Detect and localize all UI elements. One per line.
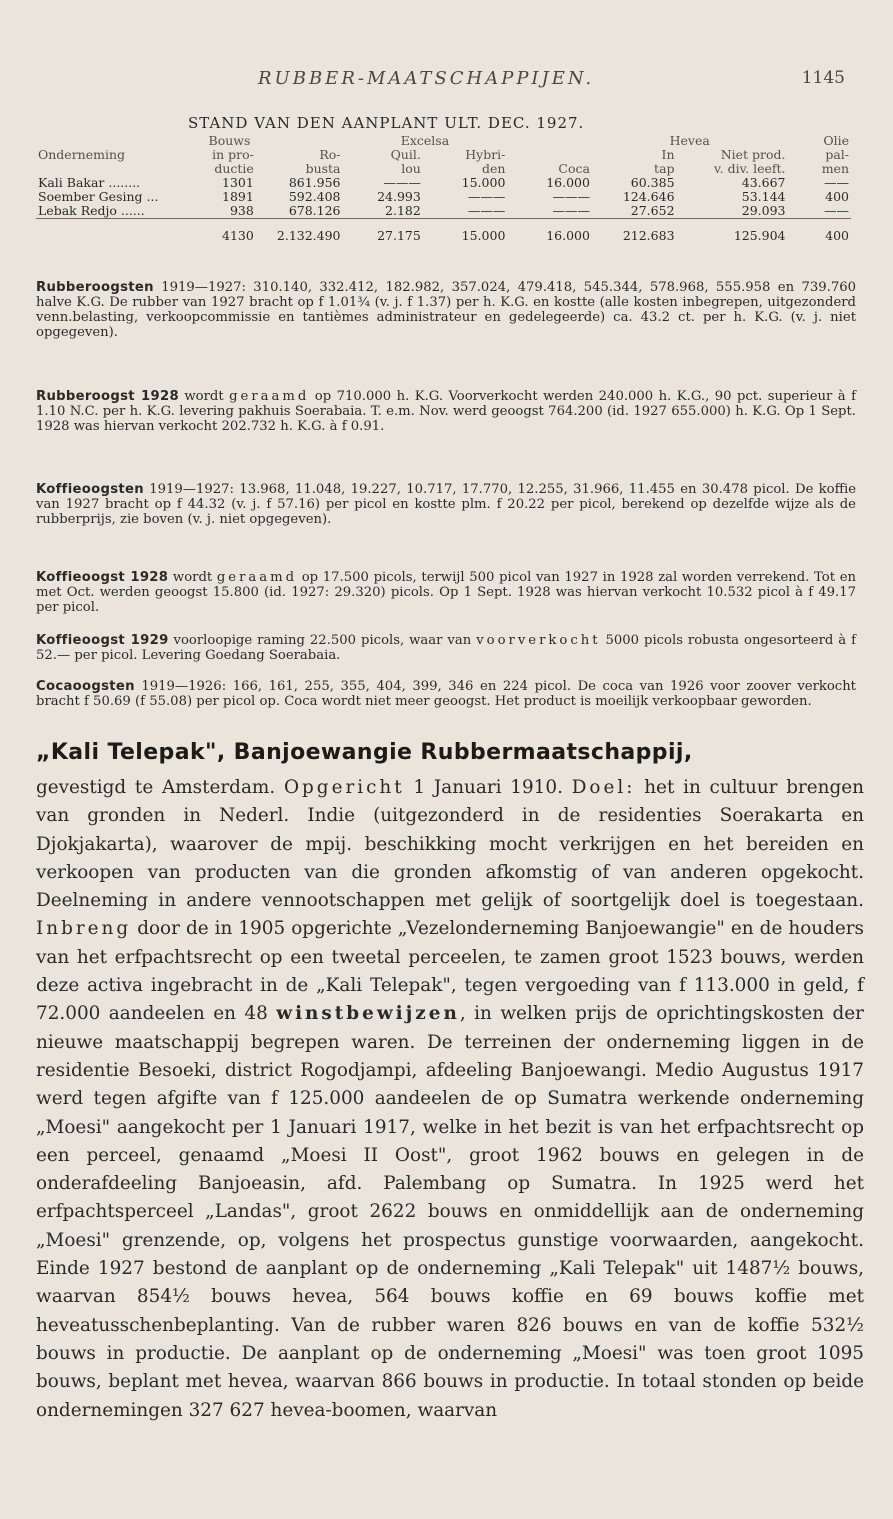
paragraph-lead: Rubberoogsten xyxy=(36,280,154,295)
paragraph-coffee-harvests xyxy=(36,482,856,527)
table-cell: 16.000 xyxy=(507,219,592,244)
spaced-word: geraamd xyxy=(229,389,310,404)
page-header xyxy=(0,66,893,96)
paragraph-lead: Koffieoogst 1928 xyxy=(36,570,169,585)
spaced-word: winstbewijzen xyxy=(276,1003,460,1025)
column-header: Ro- xyxy=(319,147,341,162)
table-cell: Kali Bakar ........ xyxy=(38,175,141,190)
paragraph-text: 1919—1927: 13.968, 11.048, 19.227, 10.717, 17.770, 12.255, 31.966, 11.455 en 30.478 picol. De koffie van 1927 bracht op f 44.32 (v. j. f 57.16) per picol en kostte plm. f 20.22 per picol, berekend op dezelfde wijze als de rubberprijs, zie boven (v. j. niet opgegeven). xyxy=(36,482,856,527)
table-cell: ——— xyxy=(383,175,421,190)
table-cell: —— xyxy=(824,175,849,190)
table-cell: 678.126 xyxy=(288,203,341,218)
table-cell: ——— xyxy=(552,189,590,204)
table-cell: 592.408 xyxy=(288,189,341,204)
table-cell: 15.000 xyxy=(423,219,508,244)
paragraph-text: op 17.500 picols, terwijl 500 picol van 1927 in 1928 zal worden verrekend. Tot en met Oct. werden geoogst 15.800 (id. 1927: 29.320) picols. Op 1 Sept. 1928 was hiervan verkocht 10.532 picol à f 49.17 per picol. xyxy=(36,570,857,615)
table-cell: 15.000 xyxy=(461,175,506,190)
table-cell: 1301 xyxy=(222,175,254,190)
paragraph-text: voorloopige raming 22.500 picols, waar van xyxy=(168,633,477,648)
group-header-olie: Olie xyxy=(823,133,849,148)
column-header xyxy=(507,148,592,162)
table-cell: 400 xyxy=(825,189,849,204)
body-text: het in cultuur brengen van gronden in Nederl. Indie (uitgezonderd in de residenties Soerakarta en Djokjakarta), waarover de mpij. beschikking mocht verkrijgen en het bereiden en verkoopen van producten van die gronden afkomstig of van anderen opgekocht. Deelneming in andere vennootschappen met gelijk of soortgelijk doel is toegestaan. xyxy=(36,777,864,912)
table-row xyxy=(36,204,851,219)
table-cell: 2.132.490 xyxy=(256,219,343,244)
running-title: RUBBER-MAATSCHAPPIJEN. xyxy=(258,68,595,89)
paragraph-lead: Koffieoogst 1929 xyxy=(36,633,169,648)
column-header: den xyxy=(481,161,506,176)
table-cell: —— xyxy=(824,203,849,218)
table-cell: ——— xyxy=(467,203,506,218)
body-text: , in welken prijs de oprichtingskosten der nieuwe maatschappij begrepen waren. De terreinen der onderneming liggen in de residentie Besoeki, district Rogodjampi, afdeeling Banjoewangi. Medio Augustus 1917 werd tegen afgifte van f 125.000 aandeelen de op Sumatra werkende onderneming „Moesi" aangekocht per 1 Januari 1917, welke in het bezit is van het erfpachtsrecht op een perceel, genaamd „Moesi II Oost", groot 1962 bouws en gelegen in de onderafdeeling Banjoeasin, afd. Palembang op Sumatra. In 1925 werd het erfpachtsperceel „Landas", groot 2622 bouws en onmiddellijk aan de onderneming „Moesi" grenzende, op, volgens het prospectus gunstige voorwaarden, aangekocht. Einde 1927 bestond de aanplant op de onderneming „Kali Telepak" uit 1487½ bouws, waarvan 854½ bouws hevea, 564 bouws koffie en 69 bouws koffie met heveatusschenbeplanting. Van de rubber waren 826 bouws en van de koffie 532½ bouws in productie. De aanplant op de onderneming „Moesi" was toen groot 1095 bouws, beplant met hevea, waarvan 866 bouws in productie. In totaal stonden op beide ondernemingen 327 627 hevea-boomen, waarvan xyxy=(36,1003,864,1421)
column-header: men xyxy=(821,161,849,176)
table-cell: 1891 xyxy=(222,189,254,204)
table-cell xyxy=(36,219,195,244)
table-column-header xyxy=(36,148,851,162)
paragraph-text: wordt xyxy=(178,389,230,404)
column-header: Quil. xyxy=(390,147,421,162)
body-text: gevestigd te Amsterdam. xyxy=(36,777,284,798)
group-header-bouws: Bouws xyxy=(208,133,251,148)
column-header: in pro- xyxy=(212,147,254,162)
paragraph-text: wordt xyxy=(168,570,217,585)
table-cell: 60.385 xyxy=(630,175,675,190)
table-cell: 2.182 xyxy=(385,203,421,218)
company-title: „Kali Telepak", Banjoewangie Rubbermaatschappij, xyxy=(36,740,693,765)
column-header: Niet prod. xyxy=(720,147,786,162)
paragraph-rubber-1928 xyxy=(36,389,856,434)
paragraph-text: op 710.000 h. K.G. Voorverkocht werden 240.000 h. K.G., 90 pct. superieur à f 1.10 N.C. per h. K.G. levering pakhuis Soerabaia. T. e.m. Nov. werd geoogst 764.200 (id. 1927 655.000) h. K.G. Op 1 Sept. 1928 was hiervan verkocht 202.732 h. K.G. à f 0.91. xyxy=(36,389,856,434)
page-number: 1145 xyxy=(801,68,845,88)
spaced-word: geraamd xyxy=(216,570,298,585)
column-header xyxy=(36,162,195,176)
table-cell: 400 xyxy=(788,219,851,244)
table-cell: 24.993 xyxy=(377,189,421,204)
paragraph-cocoa-harvests xyxy=(36,679,856,709)
column-header: Coca xyxy=(558,161,590,176)
company-description xyxy=(36,774,864,1425)
table-cell: 938 xyxy=(229,203,254,218)
spaced-word: Doel: xyxy=(571,777,636,798)
table-cell: 43.667 xyxy=(741,175,786,190)
paragraph-rubber-harvests xyxy=(36,280,856,340)
group-header-hevea: Hevea xyxy=(669,133,710,148)
table-cell: 125.904 xyxy=(677,219,788,244)
column-header: lou xyxy=(401,161,421,176)
paragraph-coffee-1929 xyxy=(36,633,856,663)
spaced-word: Opgericht xyxy=(283,777,405,798)
column-header: v. div. leeft. xyxy=(714,161,786,176)
table-cell: 4130 xyxy=(195,219,256,244)
table-title: STAND VAN DEN AANPLANT ULT. DEC. 1927. xyxy=(188,114,585,132)
spaced-word: Inbreng xyxy=(36,918,132,940)
paragraph-lead: Rubberoogst 1928 xyxy=(36,389,179,404)
table-row xyxy=(36,176,851,190)
table-cell: 124.646 xyxy=(622,189,675,204)
table-cell: 27.175 xyxy=(343,219,423,244)
column-header: Hybri- xyxy=(465,147,506,162)
table-group-header xyxy=(36,134,851,148)
paragraph-text: 5000 picols robusta ongesorteerd à f 52.— per picol. Levering Goedang Soerabaia. xyxy=(36,633,857,663)
table-cell: 29.093 xyxy=(741,203,786,218)
table-total-row xyxy=(36,219,851,244)
plantings-table xyxy=(36,134,851,243)
table-cell: ——— xyxy=(552,203,590,218)
paragraph-lead: Koffieoogsten xyxy=(36,482,144,497)
column-header: tap xyxy=(654,161,675,176)
column-header: busta xyxy=(305,161,341,176)
table-cell: 53.144 xyxy=(741,189,786,204)
table-cell: 212.683 xyxy=(592,219,677,244)
table-column-header xyxy=(36,162,851,176)
paragraph-lead: Cocaoogsten xyxy=(36,679,135,694)
group-header-excelsa: Excelsa xyxy=(400,133,450,148)
body-text: 1 Januari 1910. xyxy=(404,777,572,798)
body-text: door de in 1905 opgerichte „Vezelonderneming Banjoewangie" en de houders van het erfpachtsrecht op een tweetal perceelen, te zamen groot 1523 bouws, werden deze activa ingebracht in de „Kali Telepak", tegen vergoeding van f 113.000 in geld, f 72.000 aandeelen en 48 xyxy=(36,918,864,1025)
spaced-word: voorverkocht xyxy=(476,633,601,648)
column-header: ductie xyxy=(214,161,254,176)
column-header: Onderneming xyxy=(38,147,126,162)
column-header: pal- xyxy=(825,147,849,162)
table-cell: 27.652 xyxy=(630,203,675,218)
table-cell: ——— xyxy=(467,189,506,204)
table-cell: Soember Gesing ... xyxy=(38,189,159,204)
column-header: In xyxy=(661,147,675,162)
table-cell: 861.956 xyxy=(288,175,341,190)
table-cell: 16.000 xyxy=(546,175,590,190)
table-row xyxy=(36,190,851,204)
table-cell: Lebak Redjo ...... xyxy=(38,203,145,218)
paragraph-text: 1919—1927: 310.140, 332.412, 182.982, 357.024, 479.418, 545.344, 578.968, 555.958 en 739.760 halve K.G. De rubber van 1927 bracht op f 1.01¾ (v. j. f 1.37) per h. K.G. en kostte (alle kosten inbegrepen, uitgezonderd venn.belasting, verkoopcommissie en tantièmes administrateur en gedelegeerde) ca. 43.2 ct. per h. K.G. (v. j. niet opgegeven). xyxy=(36,280,856,340)
paragraph-coffee-1928 xyxy=(36,570,856,615)
paragraph-text: 1919—1926: 166, 161, 255, 355, 404, 399, 346 en 224 picol. De coca van 1926 voor zoover verkocht bracht f 50.69 (f 55.08) per picol op. Coca wordt niet meer geoogst. Het product is moeilijk verkoopbaar geworden. xyxy=(36,679,856,709)
